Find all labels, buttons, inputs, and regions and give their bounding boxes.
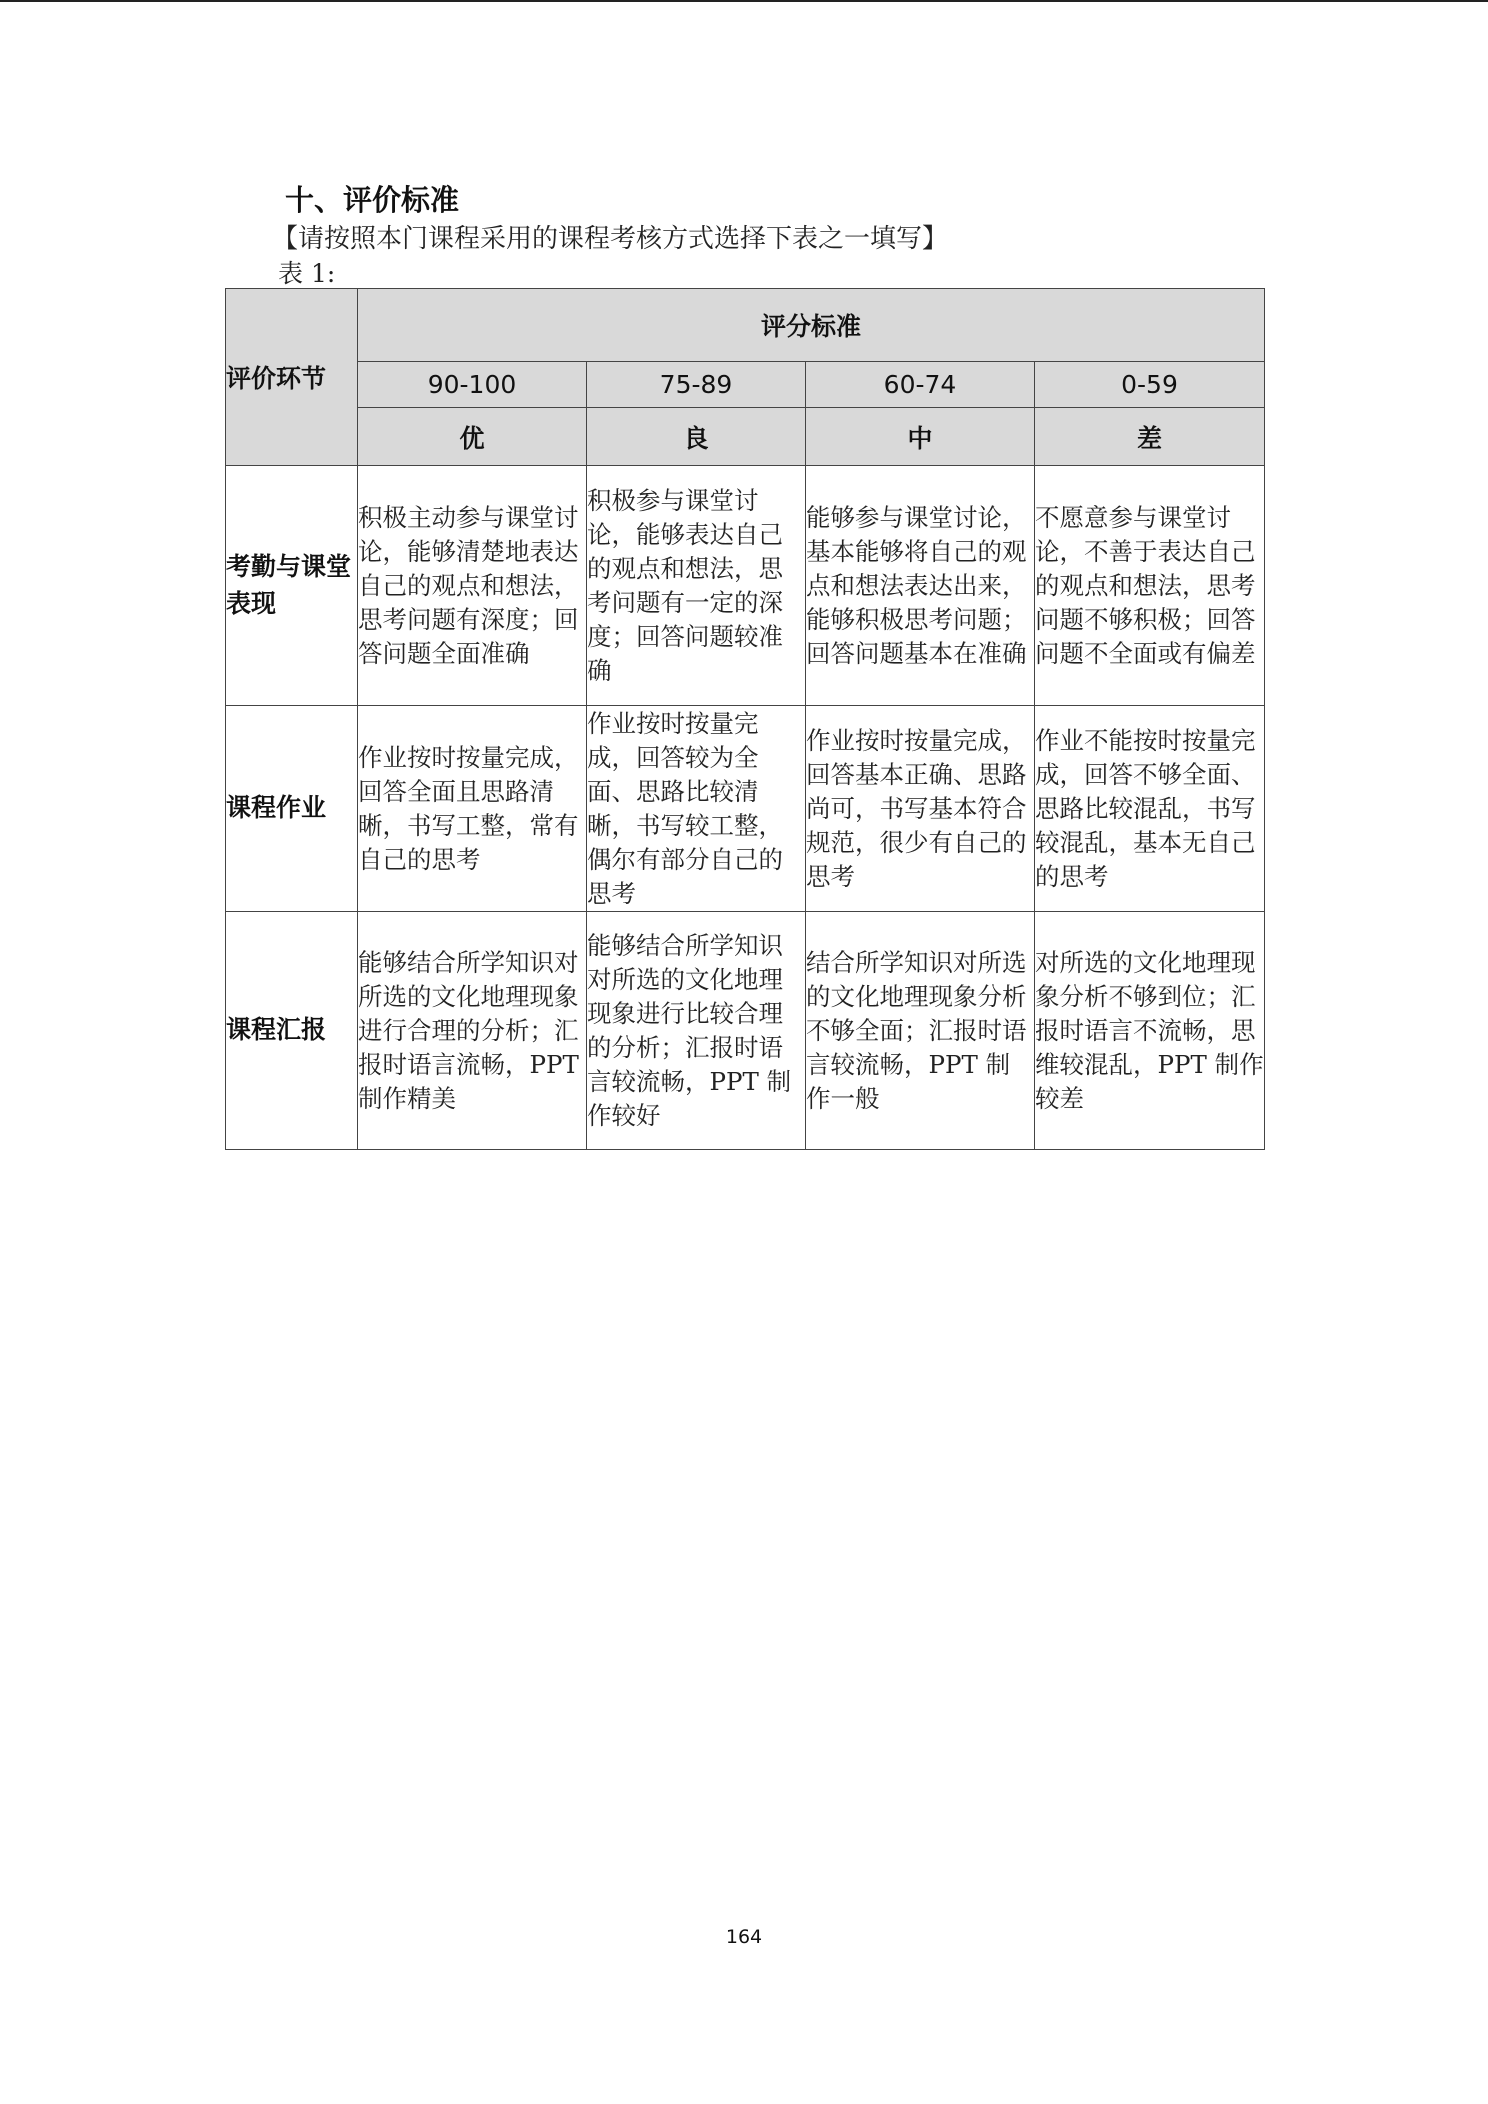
criteria-cell: 对所选的文化地理现象分析不够到位；汇报时语言不流畅，思维较混乱，PPT 制作较差 (1035, 912, 1265, 1150)
section-heading: 十、评价标准 (285, 183, 460, 217)
score-range-header: 0-59 (1035, 362, 1265, 408)
table-row (226, 706, 1265, 912)
page-number: 164 (725, 1926, 763, 1948)
scoring-standard-header: 评分标准 (358, 289, 1265, 362)
row-header: 课程汇报 (226, 912, 358, 1150)
evaluation-criteria-table (225, 288, 1265, 1150)
criteria-cell: 作业按时按量完成，回答基本正确、思路尚可，书写基本符合规范，很少有自己的思考 (806, 706, 1035, 912)
row-header: 课程作业 (226, 706, 358, 912)
table-label: 表 1: (278, 259, 336, 288)
table-row (226, 466, 1265, 706)
score-range-header: 60-74 (806, 362, 1035, 408)
criteria-cell: 作业不能按时按量完成，回答不够全面、思路比较混乱，书写较混乱，基本无自己的思考 (1035, 706, 1265, 912)
criteria-cell: 能够结合所学知识对所选的文化地理现象进行合理的分析；汇报时语言流畅，PPT 制作精美 (358, 912, 587, 1150)
table-corner-header: 评价环节 (226, 289, 358, 466)
score-range-header: 75-89 (587, 362, 806, 408)
criteria-cell: 结合所学知识对所选的文化地理现象分析不够全面；汇报时语言较流畅，PPT 制作一般 (806, 912, 1035, 1150)
page-top-rule (0, 0, 1488, 2)
criteria-cell: 积极主动参与课堂讨论，能够清楚地表达自己的观点和想法，思考问题有深度；回答问题全面准确 (358, 466, 587, 706)
criteria-cell: 作业按时按量完成，回答全面且思路清晰，书写工整，常有自己的思考 (358, 706, 587, 912)
grade-header: 中 (806, 408, 1035, 466)
score-range-header: 90-100 (358, 362, 587, 408)
criteria-cell: 能够结合所学知识对所选的文化地理现象进行比较合理的分析；汇报时语言较流畅，PPT 制作较好 (587, 912, 806, 1150)
table-row (226, 912, 1265, 1150)
grade-header: 良 (587, 408, 806, 466)
criteria-cell: 作业按时按量完成，回答较为全面、思路比较清晰，书写较工整，偶尔有部分自己的思考 (587, 706, 806, 912)
grade-header: 优 (358, 408, 587, 466)
instruction-text: 【请按照本门课程采用的课程考核方式选择下表之一填写】 (272, 224, 949, 254)
criteria-cell: 积极参与课堂讨论，能够表达自己的观点和想法，思考问题有一定的深度；回答问题较准确 (587, 466, 806, 706)
criteria-cell: 不愿意参与课堂讨论，不善于表达自己的观点和想法，思考问题不够积极；回答问题不全面或有偏差 (1035, 466, 1265, 706)
criteria-cell: 能够参与课堂讨论，基本能够将自己的观点和想法表达出来，能够积极思考问题；回答问题基本在准确 (806, 466, 1035, 706)
row-header: 考勤与课堂表现 (226, 466, 358, 706)
grade-header: 差 (1035, 408, 1265, 466)
